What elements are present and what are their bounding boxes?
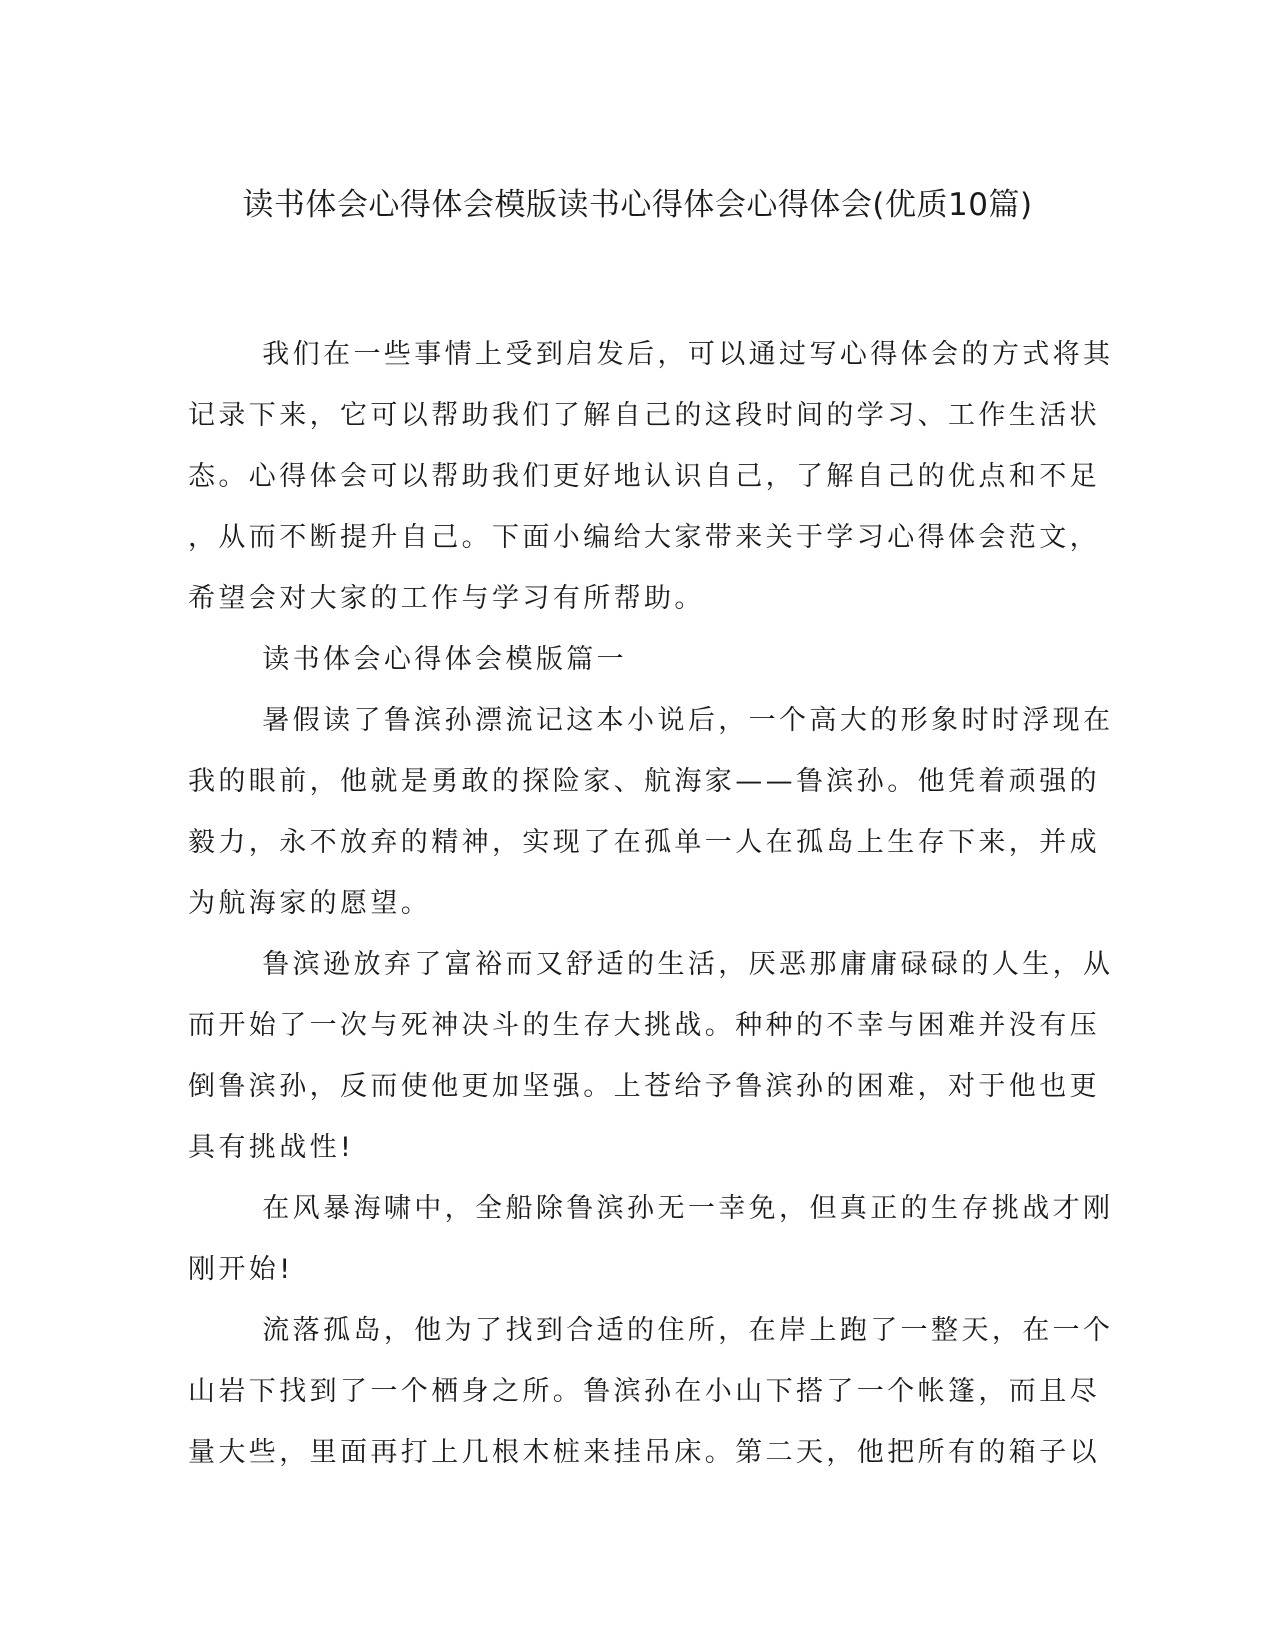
section-heading-text: 读书体会心得体会模版篇一 xyxy=(262,644,628,675)
paragraph xyxy=(188,690,1114,934)
paragraph xyxy=(188,934,1114,1178)
text-line: ，从而不断提升自己。下面小编给大家带来关于学习心得体会范文， xyxy=(188,522,1100,553)
paragraph xyxy=(188,1300,1114,1483)
text-line: 暑假读了鲁滨孙漂流记这本小说后，一个高大的形象时时浮现在 xyxy=(262,705,1114,736)
section-heading xyxy=(188,629,1088,690)
document-body xyxy=(188,324,1114,1483)
text-line: 毅力，永不放弃的精神，实现了在孤单一人在孤岛上生存下来，并成 xyxy=(188,827,1100,858)
text-line: 为航海家的愿望。 xyxy=(188,888,432,919)
document-title: 读书体会心得体会模版读书心得体会心得体会(优质10篇) xyxy=(242,187,1033,223)
text-line: 山岩下找到了一个栖身之所。鲁滨孙在小山下搭了一个帐篷，而且尽 xyxy=(188,1376,1100,1407)
paragraph xyxy=(188,1178,1114,1300)
text-line: 我的眼前，他就是勇敢的探险家、航海家——鲁滨孙。他凭着顽强的 xyxy=(188,766,1100,797)
text-line: 我们在一些事情上受到启发后，可以通过写心得体会的方式将其 xyxy=(262,339,1114,370)
text-line: 在风暴海啸中，全船除鲁滨孙无一幸免，但真正的生存挑战才刚 xyxy=(262,1193,1114,1224)
text-line: 态。心得体会可以帮助我们更好地认识自己，了解自己的优点和不足 xyxy=(188,461,1100,492)
text-line: 鲁滨逊放弃了富裕而又舒适的生活，厌恶那庸庸碌碌的人生，从 xyxy=(262,949,1114,980)
text-line: 量大些，里面再打上几根木桩来挂吊床。第二天，他把所有的箱子以 xyxy=(188,1437,1100,1468)
text-line: 记录下来，它可以帮助我们了解自己的这段时间的学习、工作生活状 xyxy=(188,400,1100,431)
paragraph-intro xyxy=(188,324,1114,629)
text-line: 具有挑战性! xyxy=(188,1132,355,1163)
text-line: 流落孤岛，他为了找到合适的住所，在岸上跑了一整天，在一个 xyxy=(262,1315,1114,1346)
text-line: 倒鲁滨孙，反而使他更加坚强。上苍给予鲁滨孙的困难，对于他也更 xyxy=(188,1071,1100,1102)
text-line: 希望会对大家的工作与学习有所帮助。 xyxy=(188,583,705,614)
text-line: 刚开始! xyxy=(188,1254,294,1285)
text-line: 而开始了一次与死神决斗的生存大挑战。种种的不幸与困难并没有压 xyxy=(188,1010,1100,1041)
